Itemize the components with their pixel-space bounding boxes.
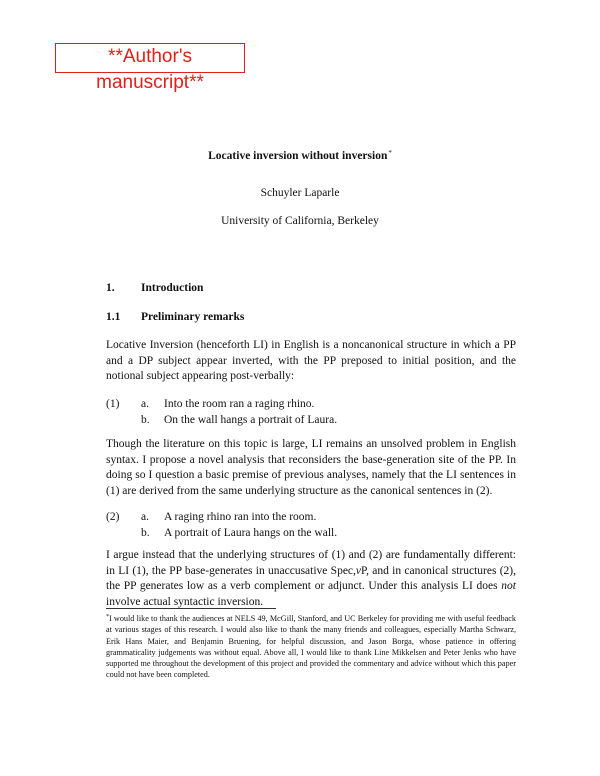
argument-italic-not: not	[501, 580, 516, 593]
example-text-b: On the wall hangs a portrait of Laura.	[164, 414, 338, 426]
subsection-heading-preliminary	[106, 311, 244, 323]
footnote-text: I would like to thank the audiences at NELS 49, McGill, Stanford, and UC Berkeley for providing me with useful feedback at various stages of this research. I would also like to thank the many friends and colleagues, especially Martha Schwarz, Erik Hans Maier, and Benjamin Bruening, for helpful discussion, and Jason Borga, whose patience in offering grammaticality judgements was without equal. Above all, I would like to thank Line Mikkelsen and Peter Jenks who have supported me throughout the development of this project and provided the commentary and advice without which this paper could not have been completed.	[106, 614, 516, 680]
author-name: Schuyler Laparle	[260, 187, 340, 199]
example-text-a: A raging rhino ran into the room.	[164, 511, 317, 523]
example-label-b: b.	[141, 527, 150, 539]
example-text-b: A portrait of Laura hangs on the wall.	[164, 527, 338, 539]
argument-text-3: involve actual syntactic inversion.	[106, 596, 264, 609]
section-title: Introduction	[141, 282, 204, 294]
title-footnote-mark: *	[388, 149, 392, 157]
argument-italic-v: v	[355, 564, 362, 577]
section-heading-introduction	[106, 282, 203, 294]
subsection-number: 1.1	[106, 311, 121, 323]
author-affiliation: University of California, Berkeley	[221, 215, 379, 227]
footnote	[106, 612, 516, 681]
paper-title	[0, 149, 600, 162]
argument-text-1: I argue instead that the underlying structures of (1) and (2) are fundamentally different: in LI (1), the PP base-generates in unaccusative Spec,	[106, 549, 516, 577]
example-text-a: Into the room ran a raging rhino.	[164, 398, 315, 410]
example-label-a: a.	[141, 398, 149, 410]
example-number: (2)	[106, 511, 120, 523]
manuscript-stamp: **Author's manuscript**	[55, 43, 245, 73]
paragraph-intro: Locative Inversion (henceforth LI) in English is a noncanonical structure in which a PP and a DP subject appear inverted, with the PP preposed to initial position, and the notional subject appearing post-verbally:	[106, 339, 516, 383]
example-label-a: a.	[141, 511, 149, 523]
section-number: 1.	[106, 282, 115, 294]
paragraph-argument	[106, 548, 516, 611]
paper-title-text: Locative inversion without inversion	[208, 150, 388, 162]
footnote-divider	[106, 608, 276, 609]
subsection-title: Preliminary remarks	[141, 311, 245, 323]
example-label-b: b.	[141, 414, 150, 426]
footnote-mark: *	[106, 614, 109, 620]
example-number: (1)	[106, 398, 120, 410]
paragraph-literature: Though the literature on this topic is large, LI remains an unsolved problem in English syntax. I propose a novel analysis that reconsiders the base-generation site of the PP. In doing so I question a basic premise of previous analyses, namely that the LI sentences in (1) are derived from the same underlying structure as the canonical sentences in (2).	[106, 438, 516, 498]
argument-text-2: P, and in canonical structures (2), the PP generates low as a verb complement or adjunct. Under this analysis LI does	[106, 564, 516, 593]
